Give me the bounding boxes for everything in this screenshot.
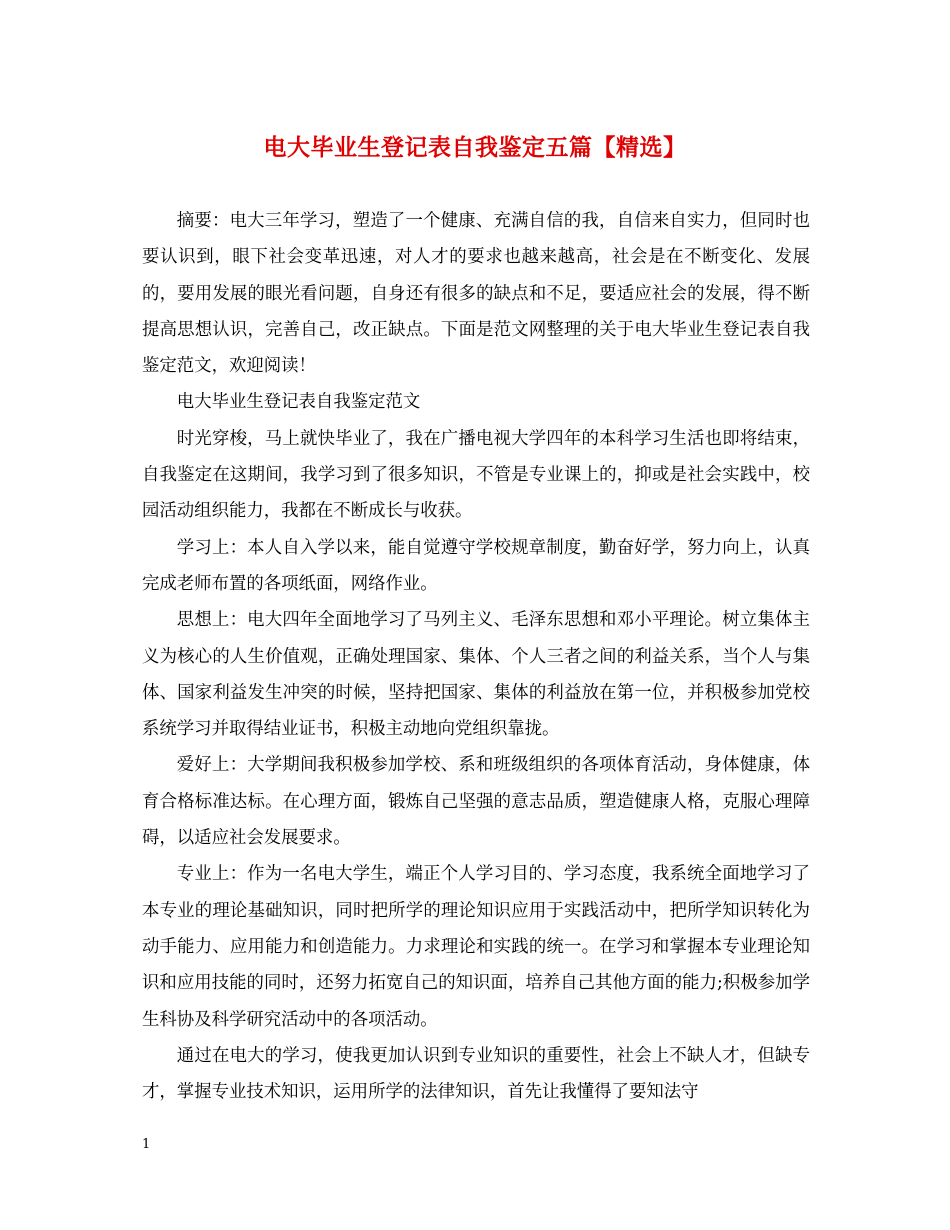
document-body	[142, 203, 810, 1110]
paragraph-abstract: 摘要：电大三年学习，塑造了一个健康、充满自信的我，自信来自实力，但同时也要认识到，眼下社会变革迅速，对人才的要求也越来越高，社会是在不断变化、发展的，要用发展的眼光看问题，自身还有很多的缺点和不足，要适应社会的发展，得不断提高思想认识，完善自己，改正缺点。下面是范文网整理的关于电大毕业生登记表自我鉴定范文，欢迎阅读！	[142, 211, 810, 377]
paragraph-subheading: 电大毕业生登记表自我鉴定范文	[176, 392, 421, 413]
paragraph-thought: 思想上：电大四年全面地学习了马列主义、毛泽东思想和邓小平理论。树立集体主义为核心的人生价值观，正确处理国家、集体、个人三者之间的利益关系，当个人与集体、国家利益发生冲突的时候，坚持把国家、集体的利益放在第一位，并积极参加党校系统学习并取得结业证书，积极主动地向党组织靠拢。	[142, 610, 810, 740]
paragraph-intro: 时光穿梭，马上就快毕业了，我在广播电视大学四年的本科学习生活也即将结束，自我鉴定在这期间，我学习到了很多知识，不管是专业课上的，抑或是社会实践中，校园活动组织能力，我都在不断成长与收获。	[142, 428, 810, 522]
page-number: 1	[142, 1137, 151, 1152]
paragraph-study: 学习上：本人自入学以来，能自觉遵守学校规章制度，勤奋好学，努力向上，认真完成老师布置的各项纸面，网络作业。	[142, 537, 810, 594]
paragraph-conclusion: 通过在电大的学习，使我更加认识到专业知识的重要性，社会上不缺人才，但缺专才，掌握专业技术知识，运用所学的法律知识，首先让我懂得了要知法守	[142, 1045, 810, 1103]
paragraph-hobby: 爱好上：大学期间我积极参加学校、系和班级组织的各项体育活动，身体健康，体育合格标准达标。在心理方面，锻炼自己坚强的意志品质，塑造健康人格，克服心理障碍，以适应社会发展要求。	[142, 755, 810, 849]
paragraph-major: 专业上：作为一名电大学生，端正个人学习目的、学习态度，我系统全面地学习了本专业的理论基础知识，同时把所学的理论知识应用于实践活动中，把所学知识转化为动手能力、应用能力和创造能力。力求理论和实践的统一。在学习和掌握本专业理论知识和应用技能的同时，还努力拓宽自己的知识面，培养自己其他方面的能力;积极参加学生科协及科学研究活动中的各项活动。	[142, 864, 810, 1030]
document-title: 电大毕业生登记表自我鉴定五篇【精选】	[263, 134, 687, 161]
